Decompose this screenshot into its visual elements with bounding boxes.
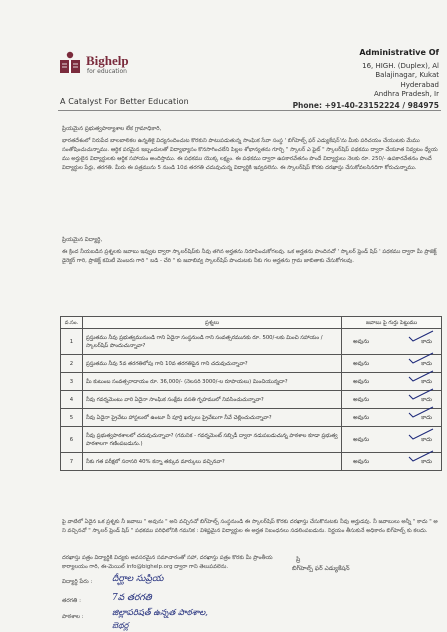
answer-no-label: కాదు xyxy=(421,338,432,345)
class-value: 7వ తరగతి xyxy=(112,593,152,603)
answer-no-label: కాదు xyxy=(421,458,432,465)
intro-paragraph: భారతదేశంలో నిరుపేద బాలబాలికల ఉన్నతికై విద్యనందించుట కొరకుని పాటుపడుతున్న సాంఘిక సేవా సంస్థ ' బిగ్‌హెల్ప్ ఫర్ ఎడ్యుకేషన్'ను మీకు పరిచయం చేయుటకు మేము సంతోషించుచున్నాము. ఆర్థిక పరమైన ఇబ్బందులతో విద్యాభ్యాసం కొనసాగించలేని పిల్లల శోభాన్యతను గూర్చి " స్కాలర్ ఎ ఫైట్ " స్కాలర్‌షిప్ పథకము ద్వారా చేయూత నివ్వటం ధ్యేయము అర్హులైన విద్యార్థులకు ఆర్థిక సహాయం అందిస్తాము. ఈ పథకము యొక్క లక్ష్యం. ఈ పథకము ద్వారా ఉపకారవేతనం పొందే విద్యార్థులు నెలకు రూ. 250/- ఉపకారవేతనం పొందే విద్యార్థుల పేర్లు, తరగతి. మీరు ఈ పత్రమును 5 నుండి 10వ తరగతి చదువుచున్న విద్యార్థికి ఇవ్వవలెను. ఈ స్కాలర్‌షిప్ కొరకు దరఖాస్తు చేసుకోవలసినదిగా కోరుచున్నాము. xyxy=(62,138,438,171)
question-number: 1 xyxy=(61,329,83,355)
check-mark-icon xyxy=(407,450,435,462)
answer-no-option[interactable] xyxy=(421,436,432,444)
eligibility-table xyxy=(60,316,442,471)
tagline: A Catalyst For Better Education xyxy=(60,97,189,106)
answer-cell xyxy=(342,453,442,471)
table-row xyxy=(61,409,442,427)
answer-no-label: కాదు xyxy=(421,396,432,403)
brand-subtitle: for education xyxy=(87,68,127,75)
answer-no-option[interactable] xyxy=(421,338,432,346)
address-line-2: Balajinagar, Kukat xyxy=(375,71,439,79)
school-value-2: బెథర్ల xyxy=(112,621,129,630)
answer-yes-option[interactable]: అవును xyxy=(353,360,370,367)
answer-yes-option[interactable]: అవును xyxy=(353,436,370,443)
answer-options xyxy=(345,414,438,422)
contact-paragraph: దరఖాస్తు పత్రం విద్యార్థికి విద్యకు అవసరమైన సమాచారంతో సహా, దరఖాస్తు పత్రం కొరకు మీ ప్రాంతీయ కార్యాలయం గారి, ఈ-మెయిల్ info@bighelp.org ద్వారా గాని తెలుపవలెను. xyxy=(62,555,273,570)
question-text: నీకు గత పరీక్షలో సరాసరి 40% కన్నా తక్కువ మార్కులు వచ్చినవా? xyxy=(82,453,341,471)
answer-options xyxy=(345,360,438,368)
answer-options xyxy=(345,396,438,404)
table-row xyxy=(61,329,442,355)
check-mark-icon xyxy=(407,388,435,400)
question-number: 5 xyxy=(61,409,83,427)
phone-number: Phone: +91-40-23152224 / 984975 xyxy=(292,100,439,110)
question-text: మీ కుటుంబ సంవత్సరాదాయం రూ. 36,000/- (నెలసరి 3000/-ల రూపాయలు) మించియున్నదా? xyxy=(82,373,341,391)
check-mark-icon xyxy=(407,352,435,364)
header-divider xyxy=(58,110,441,111)
table-row xyxy=(61,373,442,391)
question-text: నీవు ప్రభుత్వపాఠశాలలో చదువుచున్నావా? (గమనిక - గవర్నమెంట్ సబ్సిడీ ద్వారా నడుపబడుచున్న పాఠశాల కూడా ప్రభుత్వ పాఠశాలగా గణింపబడును.) xyxy=(82,427,341,453)
school-label: పాఠశాల : xyxy=(62,614,84,620)
brand-name: Bighelp xyxy=(86,53,129,68)
address-line-1: 16, HIGH. (Duplex), Al xyxy=(362,61,439,70)
answer-yes-option[interactable]: అవును xyxy=(353,378,370,385)
answer-no-label: కాదు xyxy=(421,378,432,385)
address-line-3: Hyderabad xyxy=(400,80,439,89)
signature-label: బిగ్‌హెల్ప్ ఫర్ ఎడ్యుకేషన్ xyxy=(292,565,350,572)
answer-options xyxy=(345,458,438,466)
answer-no-label: కాదు xyxy=(421,436,432,443)
book-logo-icon xyxy=(58,50,82,76)
col-header-answer: జవాబు పై గుర్తు పెట్టుము xyxy=(342,317,442,329)
answer-options xyxy=(345,338,438,346)
question-text: నీవు ఏదైనా ప్రైవేటు హాస్టలులో ఉంటూ నీ పూర్తి ఖర్చులు ప్రైవేటుగా నీవే చెల్లించుచున్నావా? xyxy=(82,409,341,427)
check-mark-icon xyxy=(407,370,435,382)
table-row xyxy=(61,427,442,453)
answer-no-option[interactable] xyxy=(421,414,432,422)
signature-prefix: ప్రి xyxy=(296,556,301,563)
col-header-number: వ.సం. xyxy=(61,317,83,329)
office-address xyxy=(239,48,439,110)
check-mark-icon xyxy=(407,428,435,440)
class-label: తరగతి : xyxy=(62,598,81,604)
student-name-value: దీర్ఘాల సుప్రియ xyxy=(112,574,164,584)
question-text: ప్రస్తుతము నీవు ప్రభుత్వమునుండి గాని ఏదైనా సంస్థనుండి గాని సంవత్సరమునకు రూ. 500/-లకు మించి సహాయం / స్కాలర్‌షిప్ పొందుచున్నావా? xyxy=(82,329,341,355)
answer-options xyxy=(345,436,438,444)
student-name-label: విద్యార్థి పేరు : xyxy=(62,579,93,585)
question-number: 6 xyxy=(61,427,83,453)
office-name: Administrative Of xyxy=(359,48,439,57)
table-row xyxy=(61,391,442,409)
answer-yes-option[interactable]: అవును xyxy=(353,458,370,465)
answer-yes-option[interactable]: అవును xyxy=(353,338,370,345)
table-row xyxy=(61,453,442,471)
question-number: 4 xyxy=(61,391,83,409)
greeting: ప్రియమైన ప్రభుత్వపాఠ్యాశాల లేక గ్రామాధికారి, xyxy=(62,126,162,132)
table-row xyxy=(61,355,442,373)
instruction-paragraph: ఈ క్రింద నీయబడిన ప్రశ్నలకు జవాబు ఇవ్వుట ద్వారా స్కాలర్‌షిప్‌కు నీవు తగిన అర్హతను నిరూపించుకోగలవు. ఒక అర్హతను పొందినచో ' స్కాలర్ ఫ్రెండ్ షిప్ ' పథకము ద్వారా మీ ప్రాజెక్ట్ డైరెక్టర్ గారి, ప్రాజెక్ట్ కమిటీ మెంబరు గారి " బడి - చేరి " కు జవాబివ్వ స్కాలర్‌షిప్ పొందుటకు నీకు గల అర్హతను గ్రామ జాబితాకు చేసుకోగలవు. xyxy=(62,249,437,264)
check-mark-icon xyxy=(407,330,435,342)
check-mark-icon xyxy=(407,406,435,418)
note-paragraph: పై వాటిలో ఏదైన ఒక ప్రశ్నకు నీ జవాబు " అవును " అని వచ్చినచో బిగ్‌హెల్ప్ సంస్థనుండి ఈ స్కాలర్‌షిప్ కొరకు దరఖాస్తు చేసుకొనుటకు నీవు అర్హుడవు. నీ జవాబులు అన్నీ " కాదు " అని వచ్చినచో " స్కాలర్ ఫ్రెండ్ షిప్ " పథకము పరిధిలోనికి గమనిక : విశిష్టమైన విద్యార్థుల ఈ అర్హత నిబంధనలు సడలింపబడును. నిర్ణయం తీసుకునే అధికారం బిగ్‌హెల్ప్ కు కలదు. xyxy=(62,519,438,534)
question-number: 2 xyxy=(61,355,83,373)
answer-no-option[interactable] xyxy=(421,458,432,466)
question-text: నీవు గవర్నమెంటు వారి ఏదైనా సాంఘిక సంక్షేమ వసతి గృహములో నివసించుచున్నావా? xyxy=(82,391,341,409)
answer-no-option[interactable] xyxy=(421,396,432,404)
bighelp-logo xyxy=(58,50,188,86)
address-line-4: Andhra Pradesh, Ir xyxy=(374,90,439,98)
col-header-questions: ప్రశ్నలు xyxy=(82,317,341,329)
answer-cell xyxy=(342,409,442,427)
table-header-row xyxy=(61,317,442,329)
answer-no-option[interactable] xyxy=(421,378,432,386)
answer-no-option[interactable] xyxy=(421,360,432,368)
answer-no-label: కాదు xyxy=(421,414,432,421)
answer-no-label: కాదు xyxy=(421,360,432,367)
answer-yes-option[interactable]: అవును xyxy=(353,414,370,421)
answer-options xyxy=(345,378,438,386)
question-text: ప్రస్తుతము నీవు 5వ తరగతిలోపు గాని 10వ తరగతిపైన గాని చదువుచున్నావా? xyxy=(82,355,341,373)
student-greeting: ప్రియమైన విద్యార్థి, xyxy=(62,237,103,243)
question-number: 7 xyxy=(61,453,83,471)
question-number: 3 xyxy=(61,373,83,391)
answer-yes-option[interactable]: అవును xyxy=(353,396,370,403)
school-value: జిల్లాపరిషత్ ఉన్నత పాఠశాల, xyxy=(112,608,208,618)
